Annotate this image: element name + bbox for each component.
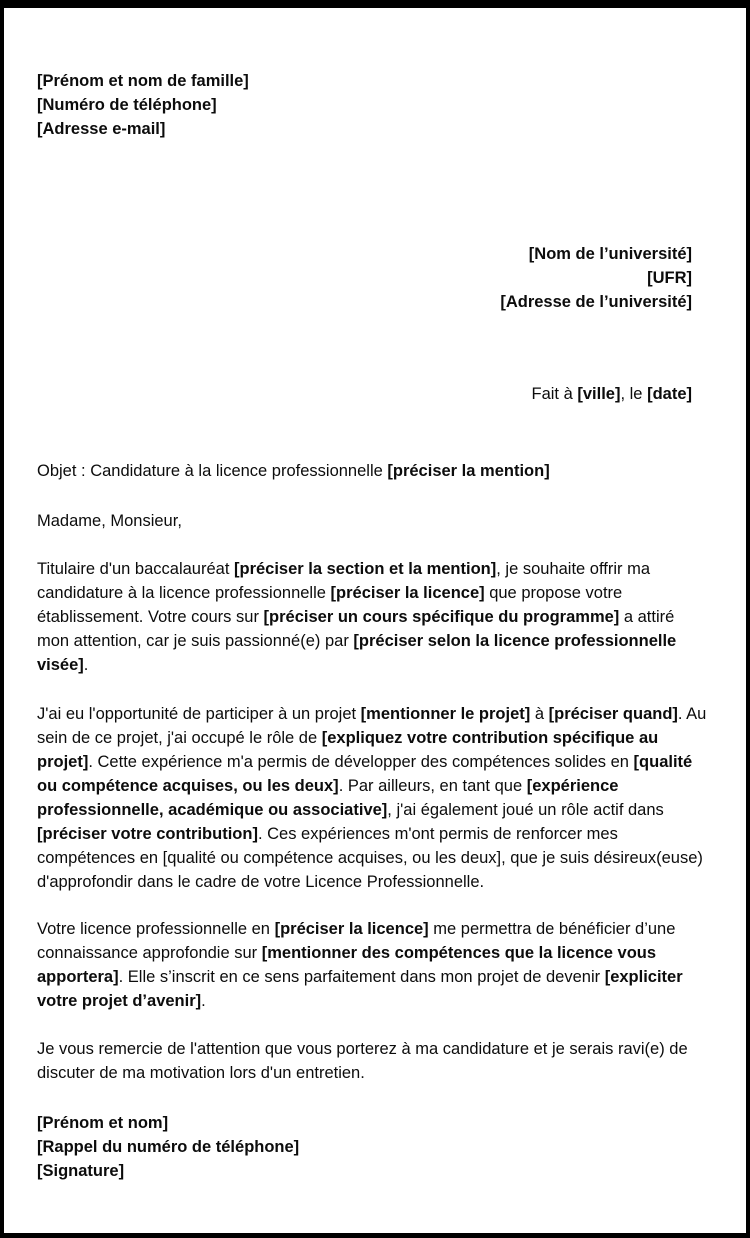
placeholder-run: [préciser votre contribution] [37,825,258,843]
text-run: me permettra de bénéficier d’une connaissance approfondie sur [37,920,676,962]
text-run: , je souhaite offrir ma candidature à la licence professionnelle [37,560,651,602]
text-run: Votre licence professionnelle en [37,920,275,938]
signature-block [37,1111,708,1183]
placeholder-run: [mentionner le projet] [360,705,531,723]
text-run: . [201,992,206,1010]
text-run: . Ces expériences m'ont permis de renforcer mes compétences en [qualité ou compétence acquises, ou les deux], que je suis désireux(euse) d'approfondir dans le cadre de votre Licence Professionnelle. [37,825,703,891]
recipient-block [37,242,692,314]
text-run: . Cette expérience m'a permis de développer des compétences solides en [88,753,634,771]
placeholder-run: [préciser quand] [548,705,678,723]
signature-sign-line: [Signature] [37,1162,125,1180]
body-paragraph-2 [37,702,708,894]
text-run: Fait à [531,385,578,403]
placeholder-run: [préciser la section et la mention] [234,560,497,578]
text-run: Titulaire d'un baccalauréat [37,560,234,578]
text-run: . Elle s’inscrit en ce sens parfaitement dans mon projet de devenir [118,968,605,986]
text-run: . [83,656,89,674]
placeholder-run: [préciser la licence] [274,920,429,938]
placeholder-run: [préciser selon la licence professionnelle visée] [37,632,677,674]
recipient-address-line: [Adresse de l’université] [500,293,692,311]
placeholder-run: [préciser la licence] [330,584,485,602]
body-paragraph-1 [37,557,708,677]
placeholder-run: [mentionner des compétences que la licence vous apportera] [37,944,657,986]
text-run: J'ai eu l'opportunité de participer à un projet [37,705,361,723]
body-paragraph-3 [37,917,708,1013]
placeholder-run: [date] [647,385,692,403]
placeholder-run: [expérience professionnelle, académique ou associative] [37,777,619,819]
placeholder-run: [expliquez votre contribution spécifique au projet] [37,729,659,771]
placeholder-run: [préciser la mention] [387,462,550,480]
date-line [37,382,692,406]
text-run: a attiré mon attention, car je suis passionné(e) par [37,608,675,650]
text-run: . Par ailleurs, en tant que [338,777,527,795]
body-paragraph-4: Je vous remercie de l'attention que vous porterez à ma candidature et je serais ravi(e) de discuter de ma motivation lors d'un entretien. [37,1040,688,1082]
text-run: Objet : Candidature à la licence professionnelle [37,462,388,480]
placeholder-run: [préciser un cours spécifique du programme] [263,608,620,626]
signature-phone-line: [Rappel du numéro de téléphone] [37,1138,300,1156]
placeholder-run: [expliciter votre projet d’avenir] [37,968,683,1010]
text-run: à [530,705,549,723]
salutation-line: Madame, Monsieur, [37,512,182,530]
sender-name-line: [Prénom et nom de famille] [37,72,249,90]
text-run: , le [620,385,648,403]
sender-email-line: [Adresse e-mail] [37,120,166,138]
sender-block [37,69,708,141]
subject-line [37,459,708,483]
recipient-university-line: [Nom de l’université] [528,245,692,263]
recipient-ufr-line: [UFR] [647,269,692,287]
sender-phone-line: [Numéro de téléphone] [37,96,217,114]
text-run: , j'ai également joué un rôle actif dans [387,801,664,819]
placeholder-run: [qualité ou compétence acquises, ou les deux] [37,753,693,795]
text-run: que propose votre établissement. Votre cours sur [37,584,623,626]
signature-name-line: [Prénom et nom] [37,1114,169,1132]
text-run: . Au sein de ce projet, j'ai occupé le rôle de [37,705,707,747]
placeholder-run: [ville] [577,385,621,403]
